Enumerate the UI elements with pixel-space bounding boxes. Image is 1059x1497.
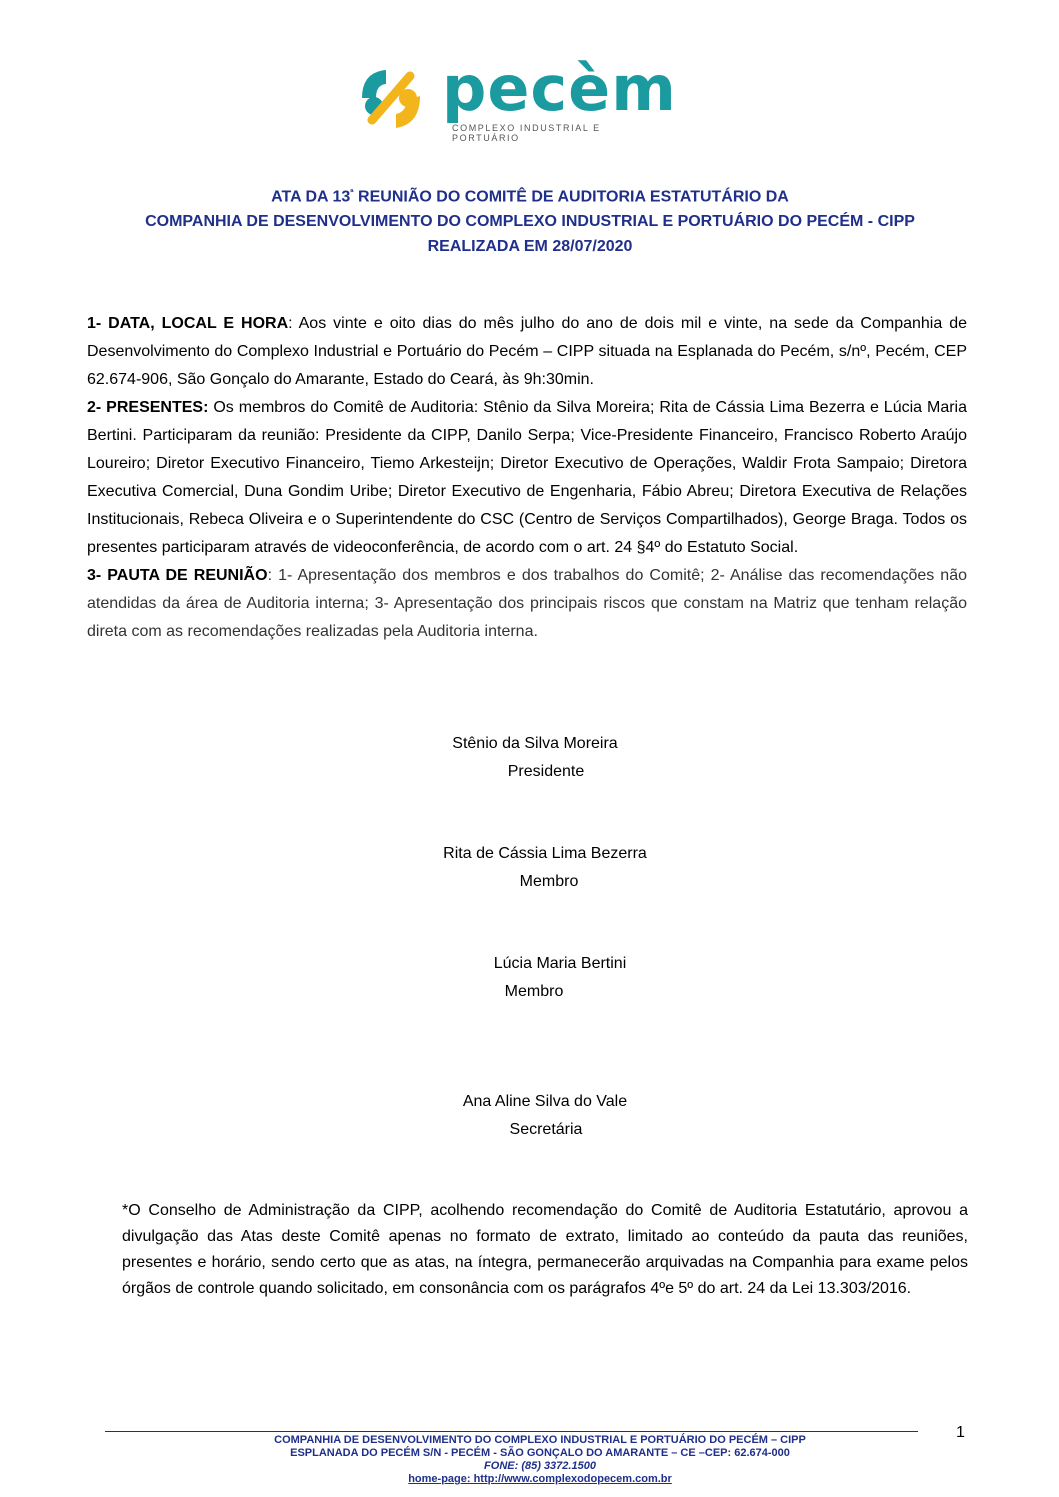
- signature-block: [430, 730, 640, 786]
- section-attendees: 2- PRESENTES: Os membros do Comitê de Auditoria: Stênio da Silva Moreira; Rita de Cássia Lima Bezerra e Lúcia Maria Bertini. Participaram da reunião: Presidente da CIPP, Danilo Serpa; Vice-Presidente Financeiro, Francisco Roberto Araújo Loureiro; Diretor Executivo Financeiro, Tiemo Arkesteijn; Diretor Executivo de Operações, Waldir Frota Sampaio; Diretora Executiva Comercial, Duna Gondim Uribe; Diretor Executivo de Engenharia, Fábio Abreu; Diretora Executiva de Relações Institucionais, Rebeca Oliveira e o Superintendente do CSC (Centro de Serviços Compartilhados), George Braga. Todos os presentes participaram através de videoconferência, de acordo com o art. 24 §4º do Estatuto Social.: [87, 399, 967, 556]
- section-agenda: 3- PAUTA DE REUNIÃO: 1- Apresentação dos membros e dos trabalhos do Comitê; 2- Análise das recomendações não atendidas da área de Auditoria interna; 3- Apresentação dos principais riscos que constam na Matriz que tenham relação direta com as recomendações realizadas pela Auditoria interna.: [87, 567, 967, 640]
- footer-company: COMPANHIA DE DESENVOLVIMENTO DO COMPLEXO INDUSTRIAL E PORTUÁRIO DO PECÉM – CIPP: [274, 1434, 806, 1446]
- logo-tagline: COMPLEXO INDUSTRIAL E PORTUÁRIO: [452, 123, 601, 143]
- footer-address: ESPLANADA DO PECÉM S/N - PECÉM - SÃO GONÇALO DO AMARANTE – CE –CEP: 62.674-000: [290, 1447, 790, 1459]
- minutes-body: [87, 310, 967, 646]
- section-date-location: 1- DATA, LOCAL E HORA: Aos vinte e oito dias do mês julho do ano de dois mil e vinte, na sede da Companhia de Desenvolvimento do Complexo Industrial e Portuário do Pecém – CIPP situada na Esplanada do Pecém, s/nº, Pecém, CEP 62.674-906, São Gonçalo do Amarante, Estado do Ceará, às 9h:30min.: [87, 315, 968, 388]
- signature-block: [455, 950, 665, 1006]
- signature-name: Lúcia Maria Bertini: [493, 955, 627, 972]
- signature-role: Presidente: [507, 763, 585, 780]
- company-logo: [352, 52, 677, 143]
- page-number: 1: [956, 1424, 965, 1441]
- signature-block: [440, 1088, 650, 1144]
- footer-homepage-link[interactable]: home-page: http://www.complexodopecem.com.br: [408, 1473, 672, 1485]
- footer-divider: [105, 1431, 918, 1432]
- publication-note: *O Conselho de Administração da CIPP, acolhendo recomendação do Comitê de Auditoria Estatutário, aprovou a divulgação das Atas deste Comitê apenas no formato de extrato, limitado ao conteúdo da pauta das reuniões, presentes e horário, sendo certo que as atas, na íntegra, permanecerão arquivadas na Companhia para exame pelos órgãos de controle quando solicitado, em consonância com os parágrafos 4ºe 5º do art. 24 da Lei 13.303/2016.: [122, 1202, 968, 1297]
- signature-name: Rita de Cássia Lima Bezerra: [443, 845, 647, 862]
- pecem-logo-icon: [352, 58, 432, 138]
- signature-name: Ana Aline Silva do Vale: [462, 1093, 628, 1110]
- signature-role: Secretária: [509, 1121, 583, 1138]
- signature-block: [425, 840, 665, 896]
- page-footer: [150, 1434, 930, 1486]
- document-title: [80, 180, 980, 259]
- signature-name: Stênio da Silva Moreira: [452, 735, 618, 752]
- signature-role: Membro: [519, 873, 579, 890]
- title-line-2: COMPANHIA DE DESENVOLVIMENTO DO COMPLEXO INDUSTRIAL E PORTUÁRIO DO PECÉM - CIPP: [145, 213, 915, 231]
- logo-wordmark: pecèm: [442, 52, 677, 125]
- title-line-3: REALIZADA EM 28/07/2020: [427, 238, 633, 256]
- footer-phone: FONE: (85) 3372.1500: [484, 1460, 596, 1472]
- signature-role: Membro: [504, 983, 564, 1000]
- title-line-1: ATA DA $13^ª$ REUNIÃO DO COMITÊ DE AUDITORIA ESTATUTÁRIO DA: [271, 187, 789, 206]
